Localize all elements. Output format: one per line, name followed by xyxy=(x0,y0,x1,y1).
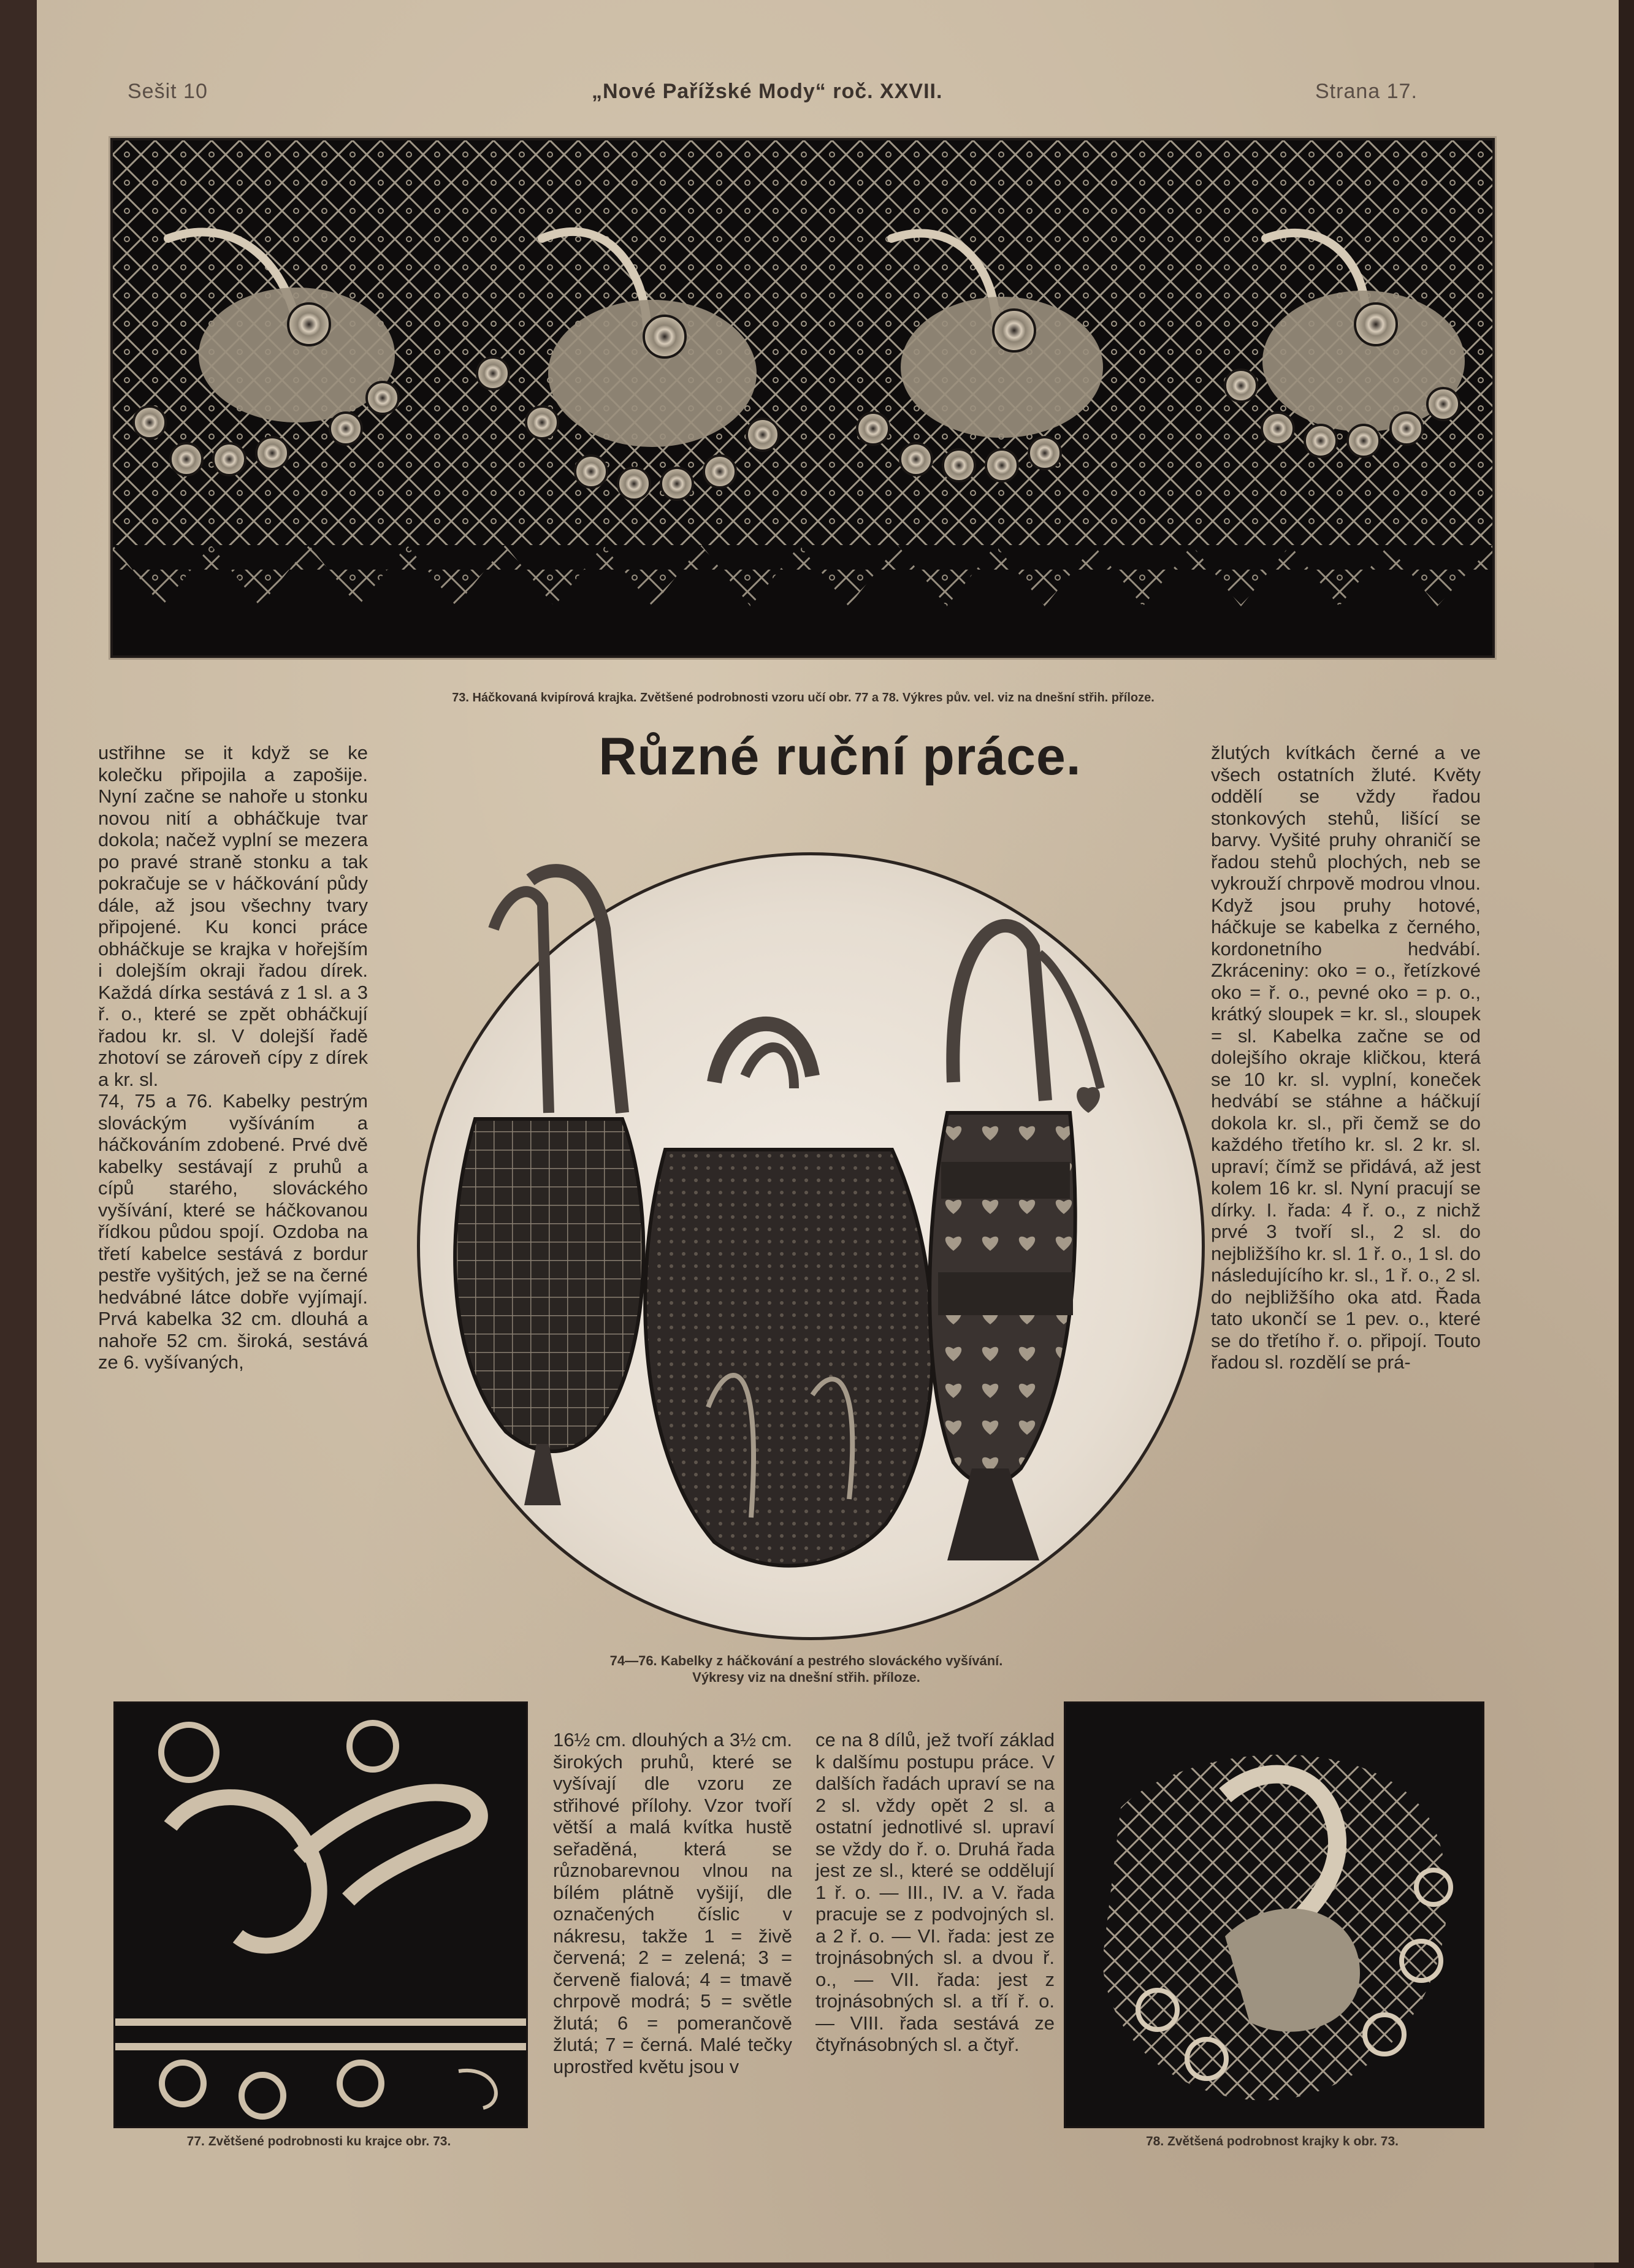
bottom-middle-right-column: ce na 8 dílů, jež tvoří základ k dalšímu postupu práce. V dalších řadách upraví se na 2 sl. vždy opět 2 sl. a ostatní jednotlivé sl. upraví se vždy do ř. o. Druhá řada jest ze sl., které se oddělují 1 ř. o. — III., IV. a V. řada pracuje se z podvojných sl. a 2 ř. o. — VI. řada: jest ze trojnásobných sl. a dvou ř. o., — VII. řada: jest z trojnásobných sl. a tří ř. o. — VIII. řada sestává ze čtyřnásobných sl. a čtyř. xyxy=(815,1729,1055,2055)
fig78-photo xyxy=(1064,1701,1484,2128)
fig74-76-caption xyxy=(521,1652,1091,1686)
fig73-caption: 73. Háčkovaná kvipírová krajka. Zvětšené podrobnosti vzoru učí obr. 77 a 78. Výkres pův. vel. viz na dnešní střih. příloze. xyxy=(452,691,1155,704)
lace-border-drawing xyxy=(113,140,1492,655)
bottom-middle-left-column: 16½ cm. dlouhých a 3½ cm. širokých pruhů, které se vyšívají dle vzoru ze střihové přílohy. Vzor tvoří větší a malá kvítka hustě seřaděná, která se různobarevnou vlnou na bílém plátně vyšijí, dle označených číslic v nákresu, takže 1 = živě červená; 2 = zelená; 3 = červeně fialová; 4 = tmavě chrpově modrá; 5 = světle žlutá; 6 = pomerančově žlutá; 7 = černá. Malé tečky uprostřed květu jsou v xyxy=(553,1729,792,2077)
fig77-drawing xyxy=(115,1703,526,2126)
left-paragraph-1: ustřihne se it když se ke kolečku připojila a zapošije. Nyní začne se nahoře u stonku novou nití a obháčkuje tvar dokola; načež vyplní se mezera po pravé straně stonku a tak pokračuje se v háčkování půdy dále, až jsou všechny tvary připojené. Ku konci práce obháčkuje se krajka v hořejším i dolejším okraji řadou dírek. Každá dírka sestává z 1 sl. a 3 ř. o., které se zpět obháčkují řadou kr. sl. V dolejší řadě zhotoví se zároveň cípy z dírek a kr. sl. xyxy=(98,742,368,1090)
handbags-photo xyxy=(417,852,1205,1640)
right-text-column: žlutých kvítkách černé a ve všech ostatních žluté. Květy oddělí se vždy řadou stonkových stehů, lišící se barvy. Vyšité pruhy ohraničí se řadou stehů plochých, neb se vykrouží chrpově modrou vlnou. Když jsou pruhy hotové, háčkuje se kabelka z černého, kordonetního hedvábí. Zkráceniny: oko = o., řetízkové oko = ř. o., pevné oko = p. o., krátký sloupek = kr. sl., sloupek = sl. Kabelka začne se od dolejšího okraje kličkou, která se 10 kr. sl. vyplní, koneček hedvábí se stáhne a háčkují dokola kr. sl., při čemž se do každého třetího kr. sl. 2 kr. sl. upraví; čímž se přidává, až jest kolem 16 kr. sl. Nyní pracují se dírky. I. řada: 4 ř. o., z nichž prvé 3 tvoří sl., 2 sl. do nejbližšího kr. sl. 1 ř. o., 1 sl. do následujícího kr. sl., 1 ř. o., 2 sl. do nejbližšího oka atd. Řada tato ukončí se 1 pev. o., které se do třetího ř. o. připojí. Touto řadou sl. rozdělí se prá- xyxy=(1211,742,1481,1373)
header-issue: Sešit 10 xyxy=(128,80,208,103)
article-title: Různé ruční práce. xyxy=(598,727,1082,786)
left-paragraph-2: 74, 75 a 76. Kabelky pestrým slováckým vyšíváním a háčkováním zdobené. Prvé dvě kabelky sestávají z pruhů a cípů starého, slováckého vyšívání, které se háčkovanou řídkou půdou spojí. Ozdoba na třetí kabelce sestává z bordur pestře vyšitých, jež se na černé hedvábné látce dobře vyjímají. Prvá kabelka 32 cm. dlouhá a nahoře 52 cm. široká, sestává ze 6. vyšívaných, xyxy=(98,1090,368,1373)
fig74-76-caption-line2: Výkresy viz na dnešní střih. příloze. xyxy=(692,1670,920,1685)
lace-border-photo xyxy=(110,138,1495,658)
fig78-drawing xyxy=(1066,1703,1483,2126)
magazine-page xyxy=(37,0,1619,2262)
left-text-column xyxy=(98,742,368,1373)
header-magazine-title: „Nové Pařížské Mody“ roč. XXVII. xyxy=(592,80,943,103)
fig77-caption: 77. Zvětšené podrobnosti ku krajce obr. 73. xyxy=(186,2134,451,2148)
handbags-drawing xyxy=(420,855,1202,1637)
fig78-caption: 78. Zvětšená podrobnost krajky k obr. 73. xyxy=(1146,2134,1399,2148)
header-page-number: Strana 17. xyxy=(1315,80,1418,103)
fig74-76-caption-line1: 74—76. Kabelky z háčkování a pestrého slováckého vyšívání. xyxy=(609,1653,1003,1668)
fig77-photo xyxy=(113,1701,528,2128)
